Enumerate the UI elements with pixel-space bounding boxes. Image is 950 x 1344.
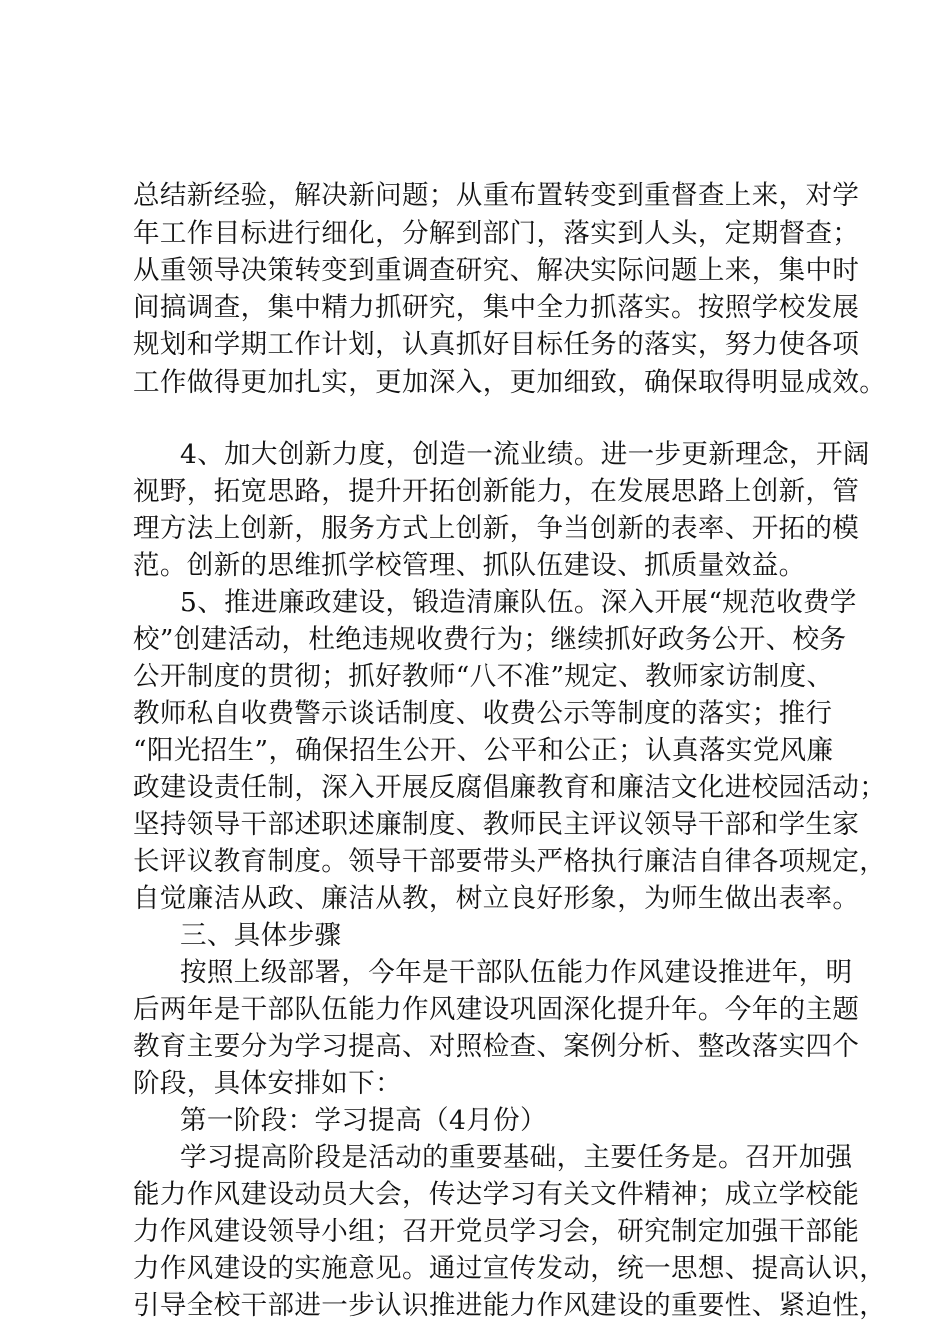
text-line: 按照上级部署，今年是干部队伍能力作风建设推进年，明 bbox=[180, 957, 853, 988]
text-line: 学习提高阶段是活动的重要基础，主要任务是。召开加强 bbox=[180, 1142, 853, 1173]
text-line: 规划和学期工作计划，认真抓好目标任务的落实，努力使各项 bbox=[133, 329, 860, 360]
section-heading: 三、具体步骤 bbox=[180, 920, 342, 951]
text-line: “阳光招生”，确保招生公开、公平和公正；认真落实党风廉 bbox=[133, 735, 834, 766]
text-line: 从重领导决策转变到重调查研究、解决实际问题上来，集中时 bbox=[133, 255, 860, 286]
text-line: 能力作风建设动员大会，传达学习有关文件精神；成立学校能 bbox=[133, 1179, 860, 1210]
text-line: 力作风建设领导小组；召开党员学习会，研究制定加强干部能 bbox=[133, 1216, 860, 1247]
text-line: 坚持领导干部述职述廉制度、教师民主评议领导干部和学生家 bbox=[133, 809, 860, 840]
text-line: 总结新经验，解决新问题；从重布置转变到重督查上来，对学 bbox=[133, 180, 860, 211]
text-line: 教师私自收费警示谈话制度、收费公示等制度的落实；推行 bbox=[133, 698, 833, 729]
text-line: 范。创新的思维抓学校管理、抓队伍建设、抓质量效益。 bbox=[133, 550, 806, 581]
text-line: 4、加大创新力度，创造一流业绩。进一步更新理念，开阔 bbox=[180, 439, 870, 470]
text-line: 长评议教育制度。领导干部要带头严格执行廉洁自律各项规定， bbox=[133, 846, 887, 877]
text-line: 政建设责任制，深入开展反腐倡廉教育和廉洁文化进校园活动； bbox=[133, 772, 887, 803]
stage-heading: 第一阶段：学习提高（4月份） bbox=[180, 1105, 547, 1136]
text-line: 工作做得更加扎实，更加深入，更加细致，确保取得明显成效。 bbox=[133, 367, 887, 398]
text-line: 校”创建活动，杜绝违规收费行为；继续抓好政务公开、校务 bbox=[133, 624, 847, 655]
text-line: 间搞调查，集中精力抓研究，集中全力抓落实。按照学校发展 bbox=[133, 292, 860, 323]
text-line: 理方法上创新，服务方式上创新，争当创新的表率、开拓的模 bbox=[133, 513, 860, 544]
text-line: 视野，拓宽思路，提升开拓创新能力，在发展思路上创新，管 bbox=[133, 476, 860, 507]
text-line: 5、推进廉政建设，锻造清廉队伍。深入开展“规范收费学 bbox=[180, 587, 857, 618]
text-line: 阶段，具体安排如下： bbox=[133, 1068, 402, 1099]
text-line: 年工作目标进行细化，分解到部门，落实到人头，定期督查； bbox=[133, 218, 860, 249]
text-line: 公开制度的贯彻；抓好教师“八不准”规定、教师家访制度、 bbox=[133, 661, 834, 692]
text-line: 后两年是干部队伍能力作风建设巩固深化提升年。今年的主题 bbox=[133, 994, 860, 1025]
text-line: 力作风建设的实施意见。通过宣传发动，统一思想、提高认识， bbox=[133, 1253, 887, 1284]
text-line: 引导全校干部进一步认识推进能力作风建设的重要性、紧迫性， bbox=[133, 1290, 887, 1321]
text-line: 教育主要分为学习提高、对照检查、案例分析、整改落实四个 bbox=[133, 1031, 860, 1062]
text-line: 自觉廉洁从政、廉洁从教，树立良好形象，为师生做出表率。 bbox=[133, 883, 860, 914]
